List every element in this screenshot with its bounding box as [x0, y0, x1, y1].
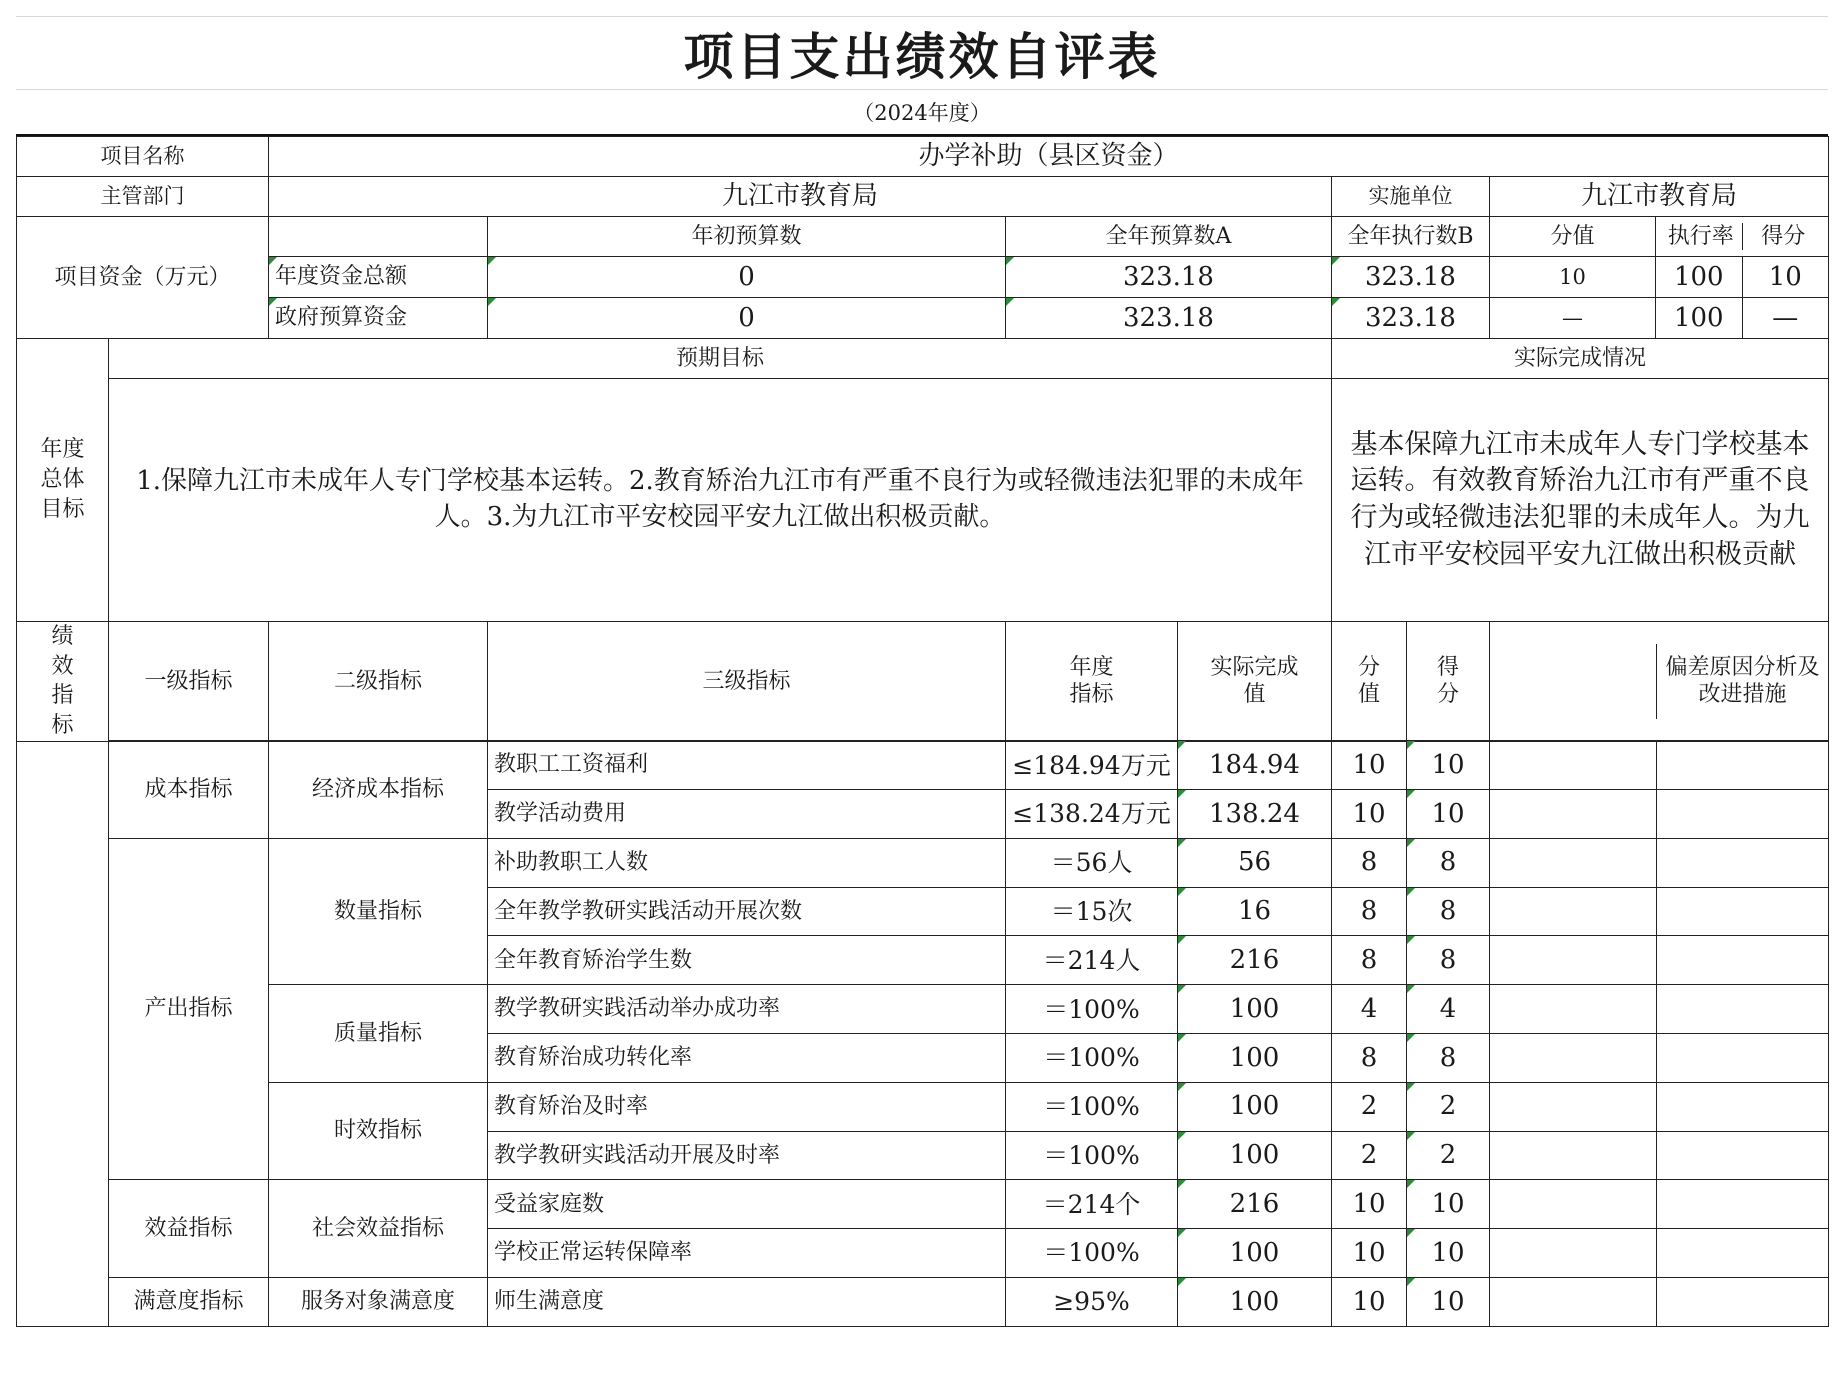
deviation-analysis	[1657, 1229, 1828, 1277]
level3-indicator: 补助教职工人数	[488, 838, 1006, 887]
deviation-blank	[1490, 790, 1657, 838]
actual-value: 138.24	[1178, 790, 1332, 839]
dept-value: 九江市教育局	[269, 177, 1332, 217]
deviation-analysis	[1657, 1132, 1828, 1180]
header-deviation-text: 偏差原因分析及改进措施	[1665, 654, 1820, 708]
actual-value: 216	[1178, 1180, 1332, 1229]
score: 10	[1407, 1180, 1490, 1229]
target-value: ＝100%	[1006, 985, 1178, 1034]
target-value: ＝15次	[1006, 887, 1178, 936]
level3-indicator: 学校正常运转保障率	[488, 1229, 1006, 1278]
level1-indicator: 成本指标	[109, 741, 269, 839]
level2-indicator: 时效指标	[269, 1082, 488, 1180]
evaluation-table	[16, 136, 1829, 742]
funds-header-blank	[269, 217, 488, 257]
deviation-blank	[1490, 1229, 1657, 1277]
deviation-blank	[1490, 1083, 1657, 1131]
header-score-value	[1332, 622, 1407, 742]
score-value: 8	[1332, 887, 1407, 936]
evaluation-sheet	[16, 16, 1828, 1327]
level3-indicator: 教学活动费用	[488, 790, 1006, 839]
target-value: ＝56人	[1006, 838, 1178, 887]
level2-indicator: 服务对象满意度	[269, 1278, 488, 1327]
header-actual	[1178, 622, 1332, 742]
actual-value: 100	[1178, 985, 1332, 1034]
deviation-blank	[1490, 888, 1657, 936]
score-value: 4	[1332, 985, 1407, 1034]
target-value: ＝214个	[1006, 1180, 1178, 1229]
score: 4	[1407, 985, 1490, 1034]
deviation-analysis	[1657, 741, 1828, 789]
score: 8	[1407, 936, 1490, 985]
expected-goal-text: 1.保障九江市未成年人专门学校基本运转。2.教育矫治九江市有严重不良行为或轻微违法犯罪的未成年人。3.为九江市平安校园平安九江做出积极贡献。	[109, 379, 1332, 622]
goals-label-text: 年度总体目标	[40, 437, 85, 522]
target-value: ＝100%	[1006, 1034, 1178, 1083]
funds-row-name: 年度资金总额	[269, 257, 488, 298]
indicators-label	[17, 622, 109, 742]
actual-value: 16	[1178, 887, 1332, 936]
year-subtitle: （2024年度）	[16, 90, 1828, 136]
score: 8	[1407, 838, 1490, 887]
funds-row-annual: 323.18	[1006, 257, 1332, 298]
deviation-cell	[1490, 838, 1829, 887]
deviation-cell	[1490, 790, 1829, 839]
score-value: 2	[1332, 1131, 1407, 1180]
deviation-cell	[1490, 1131, 1829, 1180]
header-actual-text: 实际完成值	[1210, 654, 1299, 708]
indicators-label-text: 绩效指标	[51, 624, 74, 739]
funds-row-score-value: —	[1490, 298, 1656, 339]
header-score-text: 得分	[1436, 654, 1459, 708]
funds-header-rate	[1656, 217, 1829, 257]
deviation-blank	[1490, 1132, 1657, 1180]
funds-header-executed: 全年执行数B	[1332, 217, 1490, 257]
funds-header-score-value: 分值	[1490, 217, 1656, 257]
level3-indicator: 全年教学教研实践活动开展次数	[488, 887, 1006, 936]
target-value: ＝100%	[1006, 1229, 1178, 1278]
funds-header-annual: 全年预算数A	[1006, 217, 1332, 257]
target-value: ≥95%	[1006, 1278, 1178, 1327]
funds-header-score-text: 得分	[1761, 223, 1806, 249]
deviation-analysis	[1657, 1278, 1828, 1326]
header-level2: 二级指标	[269, 622, 488, 742]
actual-value: 100	[1178, 1278, 1332, 1327]
deviation-analysis	[1657, 888, 1828, 936]
level3-indicator: 教学教研实践活动开展及时率	[488, 1131, 1006, 1180]
level3-indicator: 师生满意度	[488, 1278, 1006, 1327]
funds-row-rate: 100	[1656, 298, 1743, 338]
header-score-value-text: 分值	[1357, 654, 1380, 708]
indicators-body	[16, 740, 1829, 1327]
header-target-text: 年度指标	[1069, 654, 1114, 708]
header-target	[1006, 622, 1178, 742]
level2-indicator: 经济成本指标	[269, 741, 488, 839]
score: 8	[1407, 887, 1490, 936]
score-value: 10	[1332, 741, 1407, 790]
target-value: ＝214人	[1006, 936, 1178, 985]
deviation-cell	[1490, 936, 1829, 985]
target-value: ＝100%	[1006, 1131, 1178, 1180]
funds-label	[17, 217, 269, 339]
goals-label	[17, 339, 109, 622]
level2-indicator: 质量指标	[269, 985, 488, 1083]
score: 10	[1407, 790, 1490, 839]
target-value: ＝100%	[1006, 1082, 1178, 1131]
indicators-label-spacer	[17, 741, 109, 1327]
funds-row-name: 政府预算资金	[269, 298, 488, 339]
funds-row-score: 10	[1768, 261, 1802, 292]
deviation-cell	[1490, 1034, 1829, 1083]
deviation-analysis	[1657, 1083, 1828, 1131]
level2-indicator: 社会效益指标	[269, 1180, 488, 1278]
funds-row-initial: 0	[488, 257, 1006, 298]
funds-label-text: 项目资金（万元）	[54, 264, 231, 290]
level3-indicator: 教职工工资福利	[488, 741, 1006, 790]
funds-row-annual: 323.18	[1006, 298, 1332, 339]
deviation-blank	[1490, 839, 1657, 887]
project-name-label: 项目名称	[17, 137, 269, 177]
header-score	[1407, 622, 1490, 742]
actual-value: 184.94	[1178, 741, 1332, 790]
expected-goal-header: 预期目标	[109, 339, 1332, 379]
project-name-value: 办学补助（县区资金）	[269, 137, 1829, 177]
header-deviation	[1490, 622, 1829, 742]
level1-indicator: 满意度指标	[109, 1278, 269, 1327]
deviation-blank	[1490, 936, 1657, 984]
deviation-blank	[1490, 1278, 1657, 1326]
funds-row-score-value: 10	[1490, 257, 1656, 298]
target-value: ≤138.24万元	[1006, 790, 1178, 839]
level3-indicator: 全年教育矫治学生数	[488, 936, 1006, 985]
score-value: 10	[1332, 790, 1407, 839]
score: 2	[1407, 1131, 1490, 1180]
deviation-cell	[1490, 1082, 1829, 1131]
deviation-blank	[1490, 741, 1657, 789]
funds-row-executed: 323.18	[1332, 257, 1490, 298]
deviation-analysis	[1657, 985, 1828, 1033]
deviation-cell	[1490, 985, 1829, 1034]
level3-indicator: 受益家庭数	[488, 1180, 1006, 1229]
score: 10	[1407, 741, 1490, 790]
actual-value: 216	[1178, 936, 1332, 985]
target-value: ≤184.94万元	[1006, 741, 1178, 790]
funds-row-rate-score	[1656, 298, 1829, 339]
score: 10	[1407, 1229, 1490, 1278]
level3-indicator: 教育矫治成功转化率	[488, 1034, 1006, 1083]
level3-indicator: 教育矫治及时率	[488, 1082, 1006, 1131]
funds-row-rate-score	[1656, 257, 1829, 298]
actual-value: 100	[1178, 1034, 1332, 1083]
deviation-blank	[1490, 985, 1657, 1033]
header-level1: 一级指标	[109, 622, 269, 742]
funds-row-rate: 100	[1656, 257, 1743, 297]
level2-indicator: 数量指标	[269, 838, 488, 984]
score-value: 10	[1332, 1278, 1407, 1327]
deviation-blank	[1490, 1034, 1657, 1082]
header-deviation-blank	[1490, 644, 1657, 719]
deviation-analysis	[1657, 839, 1828, 887]
score-value: 10	[1332, 1180, 1407, 1229]
deviation-analysis	[1657, 1180, 1828, 1228]
actual-value: 100	[1178, 1131, 1332, 1180]
actual-goal-text: 基本保障九江市未成年人专门学校基本运转。有效教育矫治九江市有严重不良行为或轻微违法犯罪的未成年人。为九江市平安校园平安九江做出积极贡献	[1332, 379, 1829, 622]
funds-row-initial: 0	[488, 298, 1006, 339]
deviation-cell	[1490, 741, 1829, 790]
dept-label: 主管部门	[17, 177, 269, 217]
page-title: 项目支出绩效自评表	[16, 16, 1828, 90]
score-value: 8	[1332, 1034, 1407, 1083]
score: 10	[1407, 1278, 1490, 1327]
level1-indicator: 效益指标	[109, 1180, 269, 1278]
score: 8	[1407, 1034, 1490, 1083]
actual-value: 100	[1178, 1229, 1332, 1278]
actual-value: 100	[1178, 1082, 1332, 1131]
deviation-blank	[1490, 1180, 1657, 1228]
deviation-cell	[1490, 1180, 1829, 1229]
deviation-cell	[1490, 887, 1829, 936]
level1-indicator: 产出指标	[109, 838, 269, 1180]
deviation-analysis	[1657, 936, 1828, 984]
level3-indicator: 教学教研实践活动举办成功率	[488, 985, 1006, 1034]
deviation-cell	[1490, 1229, 1829, 1278]
score-value: 8	[1332, 838, 1407, 887]
impl-label: 实施单位	[1332, 177, 1490, 217]
funds-row-executed: 323.18	[1332, 298, 1490, 339]
deviation-cell	[1490, 1278, 1829, 1327]
score-value: 8	[1332, 936, 1407, 985]
score-value: 2	[1332, 1082, 1407, 1131]
actual-goal-header: 实际完成情况	[1332, 339, 1829, 379]
score: 2	[1407, 1082, 1490, 1131]
deviation-analysis	[1657, 1034, 1828, 1082]
header-level3: 三级指标	[488, 622, 1006, 742]
impl-value: 九江市教育局	[1490, 177, 1829, 217]
funds-row-score: —	[1772, 302, 1799, 333]
actual-value: 56	[1178, 838, 1332, 887]
funds-header-rate-text: 执行率	[1660, 223, 1743, 251]
score-value: 10	[1332, 1229, 1407, 1278]
funds-header-initial: 年初预算数	[488, 217, 1006, 257]
deviation-analysis	[1657, 790, 1828, 838]
